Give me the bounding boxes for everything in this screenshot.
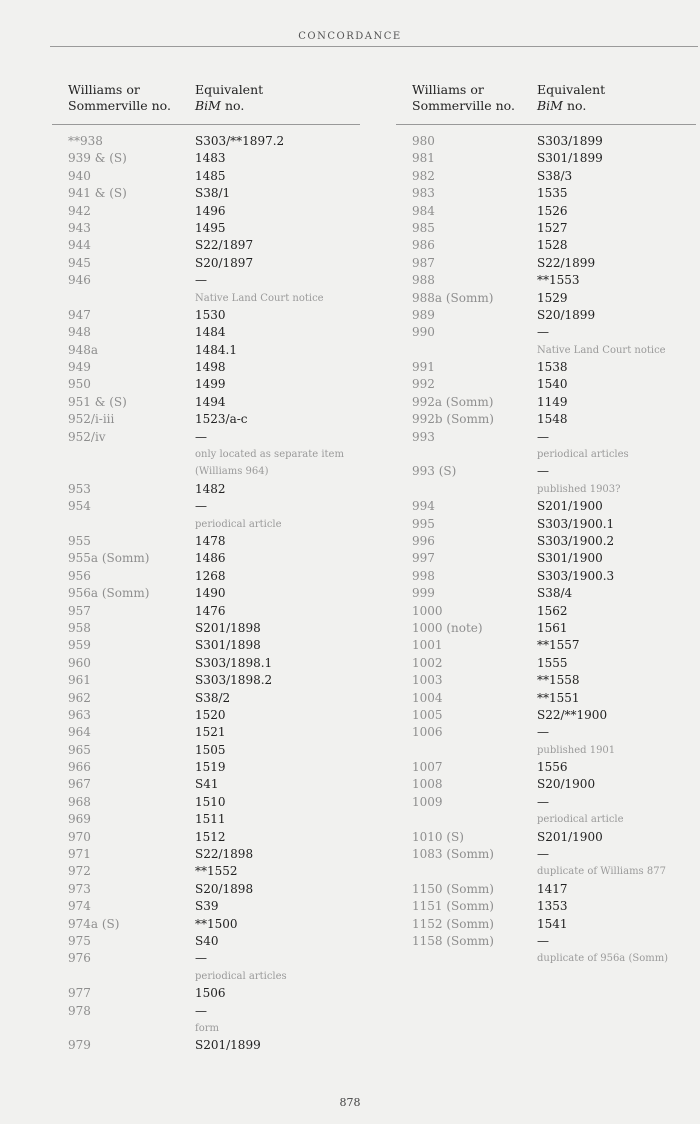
bim-number: S38/1 — [195, 186, 231, 201]
williams-number: 978 — [68, 1003, 91, 1018]
header-line: Sommerville no. — [68, 98, 171, 113]
williams-number: 944 — [68, 238, 91, 253]
bim-number: 1478 — [195, 533, 226, 548]
williams-number: 975 — [68, 933, 91, 948]
left-column-rule — [52, 124, 360, 125]
williams-number: 989 — [412, 307, 435, 322]
williams-number: 953 — [68, 481, 91, 496]
williams-number: 948a — [68, 342, 99, 357]
bim-number: 1526 — [537, 203, 568, 218]
bim-number: S301/1900 — [537, 551, 603, 566]
right-column-rule — [396, 124, 696, 125]
bim-number: 1483 — [195, 151, 226, 166]
williams-number: 981 — [412, 151, 435, 166]
williams-number: 947 — [68, 307, 91, 322]
williams-number: 988 — [412, 273, 435, 288]
williams-number: 969 — [68, 812, 91, 827]
bim-number: 1529 — [537, 290, 568, 305]
williams-number: 948 — [68, 325, 91, 340]
bim-number: S201/1900 — [537, 499, 603, 514]
bim-number: 1530 — [195, 307, 226, 322]
row-note: published 1901 — [537, 744, 616, 756]
bim-number: **1551 — [537, 690, 580, 705]
bim-number: **1558 — [537, 673, 580, 688]
bim-number: S22/1899 — [537, 255, 596, 270]
bim-number: — — [537, 725, 549, 740]
bim-number: 1496 — [195, 203, 226, 218]
williams-number: 956 — [68, 568, 91, 583]
williams-number: 982 — [412, 168, 435, 183]
williams-number: 954 — [68, 499, 91, 514]
bim-number: S303/1898.2 — [195, 673, 273, 688]
williams-number: 1000 — [412, 603, 443, 618]
page-number: 878 — [339, 1096, 361, 1109]
williams-number: 988a (Somm) — [412, 290, 494, 305]
bim-number: S22/**1900 — [537, 707, 608, 722]
williams-number: 984 — [412, 203, 435, 218]
bim-number: 1490 — [195, 586, 226, 601]
bim-number: 1538 — [537, 360, 568, 375]
bim-number: 1523/a-c — [195, 412, 248, 427]
bim-number: — — [537, 429, 549, 444]
header-line: Williams or — [68, 82, 140, 97]
bim-number: — — [537, 794, 549, 809]
williams-number: 965 — [68, 742, 91, 757]
bim-number: S201/1898 — [195, 620, 261, 635]
williams-number: 993 — [412, 429, 435, 444]
williams-number: 996 — [412, 533, 435, 548]
williams-number: 1151 (Somm) — [412, 899, 494, 914]
bim-number: **1500 — [195, 916, 238, 931]
bim-number: S303/**1897.2 — [195, 134, 285, 148]
bim-number: — — [195, 429, 207, 444]
header-italic: BiM — [537, 98, 563, 113]
williams-number: **938 — [68, 134, 103, 148]
williams-number: 968 — [68, 794, 91, 809]
row-note: Native Land Court notice — [537, 344, 666, 356]
header-line — [195, 98, 263, 114]
williams-number: 990 — [412, 325, 435, 340]
williams-number: 950 — [68, 377, 91, 392]
williams-number: 974 — [68, 899, 91, 914]
bim-number: 1541 — [537, 916, 568, 931]
bim-number: S40 — [195, 933, 219, 948]
row-note: periodical articles — [195, 970, 287, 982]
williams-number: 980 — [412, 134, 435, 148]
header-line — [537, 98, 605, 114]
bim-number: 1555 — [537, 655, 568, 670]
williams-number: 962 — [68, 690, 91, 705]
williams-number: 961 — [68, 673, 91, 688]
williams-number: 945 — [68, 255, 91, 270]
williams-number: 1006 — [412, 725, 443, 740]
williams-number: 1001 — [412, 638, 443, 653]
williams-number: 966 — [68, 760, 91, 775]
williams-number: 946 — [68, 273, 91, 288]
row-note: periodical article — [195, 518, 282, 530]
williams-number: 979 — [68, 1038, 91, 1053]
williams-number: 952/iv — [68, 429, 106, 444]
header-suffix: no. — [220, 98, 245, 113]
williams-number: 992b (Somm) — [412, 412, 494, 427]
header-rule — [50, 46, 698, 47]
bim-number: 1149 — [537, 394, 568, 409]
bim-number: 1499 — [195, 377, 226, 392]
bim-number: S22/1898 — [195, 847, 254, 862]
bim-number: 1476 — [195, 603, 226, 618]
williams-number: 963 — [68, 707, 91, 722]
bim-number: 1484.1 — [195, 342, 237, 357]
bim-number: 1485 — [195, 168, 226, 183]
williams-number: 974a (S) — [68, 916, 120, 931]
running-head: CONCORDANCE — [298, 31, 402, 42]
header-line: Equivalent — [537, 82, 606, 97]
williams-number: 987 — [412, 255, 435, 270]
bim-number: 1353 — [537, 899, 568, 914]
williams-number: 1002 — [412, 655, 443, 670]
header-bim-no — [537, 82, 605, 114]
williams-number: 1150 (Somm) — [412, 881, 494, 896]
williams-number: 1005 — [412, 707, 443, 722]
row-note: duplicate of Williams 877 — [537, 866, 666, 878]
williams-number: 955a (Somm) — [68, 551, 150, 566]
williams-number: 977 — [68, 986, 91, 1001]
williams-number: 970 — [68, 829, 91, 844]
bim-number: 1528 — [537, 238, 568, 253]
bim-number: — — [195, 951, 207, 966]
bim-number: S41 — [195, 777, 219, 792]
bim-number: 1535 — [537, 186, 568, 201]
bim-number: 1268 — [195, 568, 226, 583]
bim-number: S303/1900.3 — [537, 568, 615, 583]
bim-number: — — [537, 325, 549, 340]
williams-number: 999 — [412, 586, 435, 601]
bim-number: S38/4 — [537, 586, 573, 601]
bim-number: S201/1900 — [537, 829, 603, 844]
williams-number: 952/i-iii — [68, 412, 115, 427]
williams-number: 957 — [68, 603, 91, 618]
williams-number: 941 & (S) — [68, 186, 127, 201]
williams-number: 942 — [68, 203, 91, 218]
bim-number: 1521 — [195, 725, 226, 740]
williams-number: 976 — [68, 951, 91, 966]
row-note: only located as separate item — [195, 449, 344, 461]
bim-number: 1505 — [195, 742, 226, 757]
williams-number: 973 — [68, 881, 91, 896]
williams-number: 986 — [412, 238, 435, 253]
williams-number: 1010 (S) — [412, 829, 464, 844]
williams-number: 1009 — [412, 794, 443, 809]
row-note: form — [195, 1022, 219, 1034]
row-note: Native Land Court notice — [195, 292, 324, 304]
bim-number: 1417 — [537, 881, 568, 896]
header-line: Equivalent — [195, 82, 264, 97]
bim-number: S303/1898.1 — [195, 655, 273, 670]
bim-number: 1548 — [537, 412, 568, 427]
williams-number: 1000 (note) — [412, 620, 483, 635]
bim-number: S39 — [195, 899, 219, 914]
williams-number: 991 — [412, 360, 435, 375]
williams-number: 949 — [68, 360, 91, 375]
bim-number: — — [195, 1003, 207, 1018]
bim-number: S20/1899 — [537, 307, 596, 322]
williams-number: 940 — [68, 168, 91, 183]
bim-number: 1486 — [195, 551, 226, 566]
williams-number: 956a (Somm) — [68, 586, 150, 601]
bim-number: 1520 — [195, 707, 226, 722]
bim-number: 1527 — [537, 220, 568, 235]
williams-number: 939 & (S) — [68, 151, 127, 166]
bim-number: 1562 — [537, 603, 568, 618]
williams-number: 1083 (Somm) — [412, 847, 494, 862]
williams-number: 1008 — [412, 777, 443, 792]
bim-number: S38/2 — [195, 690, 231, 705]
bim-number: S201/1899 — [195, 1038, 261, 1053]
williams-number: 972 — [68, 864, 91, 879]
bim-number: — — [537, 847, 549, 862]
williams-number: 1004 — [412, 690, 443, 705]
bim-number: 1495 — [195, 220, 226, 235]
bim-number: — — [537, 464, 549, 479]
bim-number: — — [195, 273, 207, 288]
williams-number: 992 — [412, 377, 435, 392]
row-note: duplicate of 956a (Somm) — [537, 953, 669, 965]
bim-number: 1511 — [195, 812, 226, 827]
williams-number: 958 — [68, 620, 91, 635]
bim-number: S20/1900 — [537, 777, 596, 792]
bim-number: 1561 — [537, 620, 568, 635]
williams-number: 1158 (Somm) — [412, 933, 494, 948]
williams-number: 967 — [68, 777, 91, 792]
williams-number: 992a (Somm) — [412, 394, 494, 409]
header-line: Williams or — [412, 82, 484, 97]
bim-number: — — [195, 499, 207, 514]
header-line: Sommerville no. — [412, 98, 515, 113]
bim-number: S22/1897 — [195, 238, 254, 253]
williams-number: 995 — [412, 516, 435, 531]
williams-number: 983 — [412, 186, 435, 201]
williams-number: 993 (S) — [412, 464, 457, 479]
bim-number: 1510 — [195, 794, 226, 809]
bim-number: 1519 — [195, 760, 226, 775]
williams-number: 1007 — [412, 760, 443, 775]
bim-number: 1540 — [537, 377, 568, 392]
bim-number: S303/1899 — [537, 134, 603, 148]
williams-number: 959 — [68, 638, 91, 653]
bim-number: 1482 — [195, 481, 226, 496]
header-italic: BiM — [195, 98, 221, 113]
williams-number: 964 — [68, 725, 91, 740]
header-williams-no — [68, 82, 171, 114]
williams-number: 1003 — [412, 673, 443, 688]
header-williams-no — [412, 82, 515, 114]
row-note: (Williams 964) — [195, 466, 269, 478]
bim-number: S303/1900.1 — [537, 516, 615, 531]
bim-number: 1484 — [195, 325, 226, 340]
bim-number: S301/1899 — [537, 151, 603, 166]
header-suffix: no. — [562, 98, 587, 113]
bim-number: — — [537, 933, 549, 948]
bim-number: **1552 — [195, 864, 238, 879]
row-note: periodical article — [537, 814, 624, 826]
williams-number: 997 — [412, 551, 435, 566]
bim-number: **1553 — [537, 273, 580, 288]
williams-number: 951 & (S) — [68, 394, 127, 409]
bim-number: 1506 — [195, 986, 226, 1001]
williams-number: 960 — [68, 655, 91, 670]
bim-number: 1556 — [537, 760, 568, 775]
bim-number: 1498 — [195, 360, 226, 375]
williams-number: 985 — [412, 220, 435, 235]
williams-number: 1152 (Somm) — [412, 916, 494, 931]
bim-number: S301/1898 — [195, 638, 261, 653]
williams-number: 998 — [412, 568, 435, 583]
williams-number: 971 — [68, 847, 91, 862]
row-note: periodical articles — [537, 449, 629, 461]
bim-number: 1494 — [195, 394, 226, 409]
bim-number: **1557 — [537, 638, 580, 653]
row-note: published 1903? — [537, 483, 621, 495]
bim-number: S38/3 — [537, 168, 573, 183]
header-bim-no — [195, 82, 263, 114]
bim-number: S20/1897 — [195, 255, 254, 270]
bim-number: S20/1898 — [195, 881, 254, 896]
bim-number: 1512 — [195, 829, 226, 844]
williams-number: 955 — [68, 533, 91, 548]
bim-number: S303/1900.2 — [537, 533, 615, 548]
williams-number: 994 — [412, 499, 435, 514]
williams-number: 943 — [68, 220, 91, 235]
